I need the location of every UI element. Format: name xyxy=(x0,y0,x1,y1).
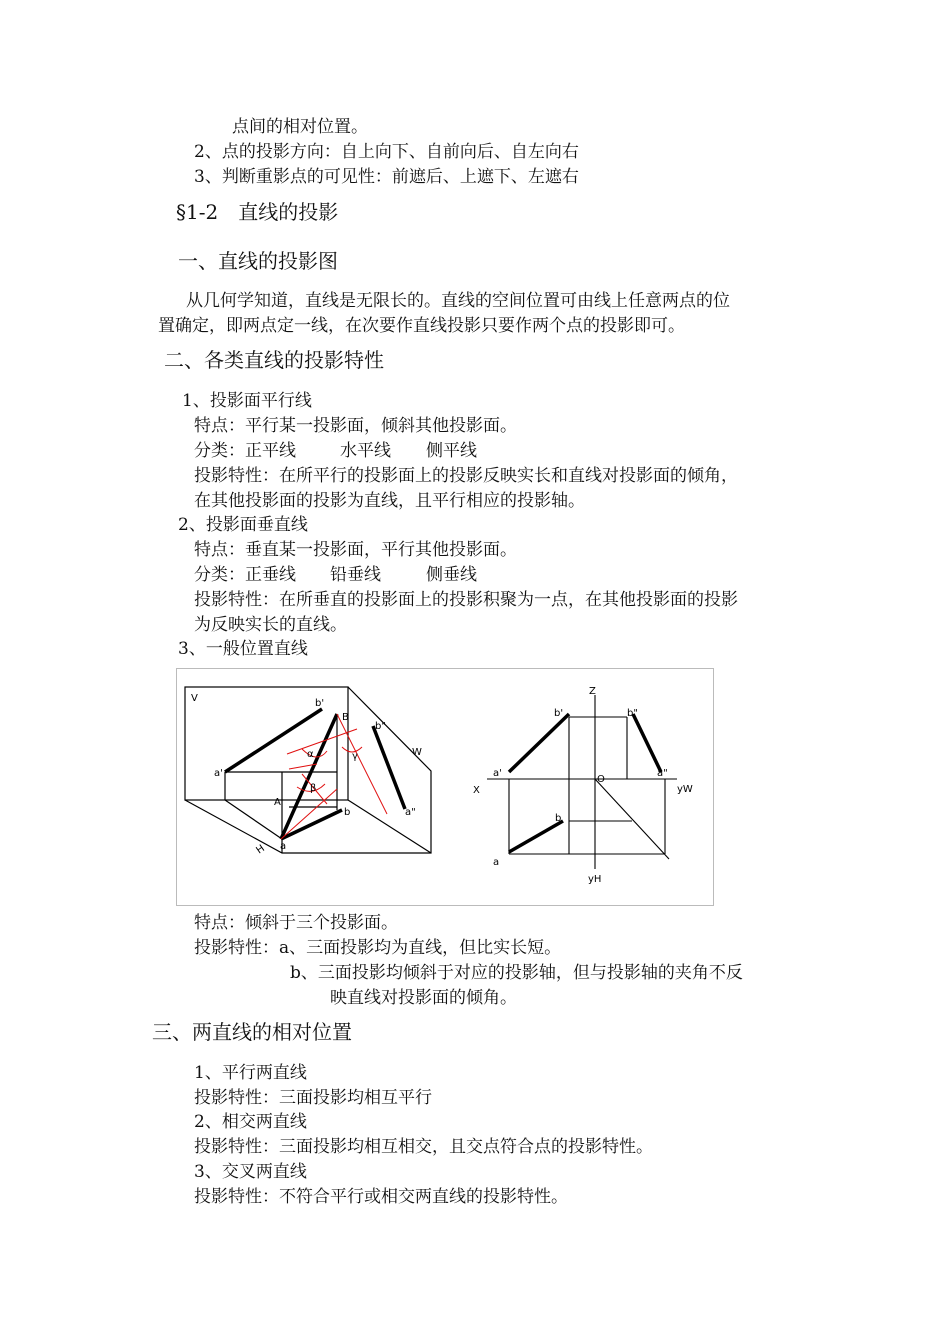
sub1-property-line-2: 在其他投影面的投影为直线，且平行相应的投影轴。 xyxy=(194,491,585,511)
side-view-line xyxy=(633,714,661,772)
sub2-property-line-1: 投影特性：在所垂直的投影面上的投影积聚为一点，在其他投影面的投影 xyxy=(194,590,738,610)
label-ortho-a-dprime: a" xyxy=(657,768,668,779)
label-O: O xyxy=(597,774,605,785)
label-W: W xyxy=(412,747,422,758)
label-V: V xyxy=(191,693,198,704)
sub2-class-1: 分类：正垂线 xyxy=(194,565,296,585)
sub2-class-2: 铅垂线 xyxy=(330,565,381,585)
red-construction xyxy=(281,714,387,839)
label-B: B xyxy=(342,712,349,723)
label-ortho-a-prime: a' xyxy=(493,768,502,779)
intro-line-3: 3、判断重影点的可见性：前遮后、上遮下、左遮右 xyxy=(194,167,579,187)
label-alpha: α xyxy=(307,749,314,760)
label-b-prime: b' xyxy=(315,698,325,709)
part3-line-3: 2、相交两直线 xyxy=(194,1112,307,1132)
sub3-feature: 特点：倾斜于三个投影面。 xyxy=(194,913,398,933)
label-beta: β xyxy=(310,783,317,794)
top-view-line xyxy=(509,821,563,852)
label-ortho-b: b xyxy=(555,813,562,824)
label-ortho-b-dprime: b" xyxy=(627,708,638,719)
sub3-property-a: 投影特性：a、三面投影均为直线，但比实长短。 xyxy=(194,938,562,958)
sub3-property-b-line-2: 映直线对投影面的倾角。 xyxy=(330,988,517,1008)
intro-line-1: 点间的相对位置。 xyxy=(232,117,368,137)
part3-title: 三、两直线的相对位置 xyxy=(152,1020,352,1044)
general-line-projection-figure xyxy=(176,668,714,906)
orthographic-projections xyxy=(509,714,661,852)
label-X: X xyxy=(473,785,480,796)
label-ortho-a: a xyxy=(493,857,500,868)
label-yW: yW xyxy=(677,784,693,795)
label-a-dprime: a" xyxy=(405,807,416,818)
sub2-feature: 特点：垂直某一投影面，平行其他投影面。 xyxy=(194,540,517,560)
label-a: a xyxy=(280,841,287,852)
projection-diagram xyxy=(177,669,715,907)
yh-45-line xyxy=(595,779,669,859)
label-a-prime: a' xyxy=(214,768,223,779)
sub1-feature: 特点：平行某一投影面，倾斜其他投影面。 xyxy=(194,416,517,436)
intro-line-2: 2、点的投影方向：自上向下、自前向后、自左向右 xyxy=(194,142,579,162)
sub1-property-line-1: 投影特性：在所平行的投影面上的投影反映实长和直线对投影面的倾角， xyxy=(194,466,738,486)
orthographic-axes xyxy=(487,695,677,869)
sub1-class-2: 水平线 xyxy=(340,441,391,461)
sub2-class-3: 侧垂线 xyxy=(426,565,477,585)
label-yH: yH xyxy=(588,874,602,885)
sub1-class-1: 分类：正平线 xyxy=(194,441,296,461)
part3-line-1: 1、平行两直线 xyxy=(194,1063,307,1083)
part1-title: 一、直线的投影图 xyxy=(178,249,338,273)
part3-line-6: 投影特性：不符合平行或相交两直线的投影特性。 xyxy=(194,1187,568,1207)
sub1-class-3: 侧平线 xyxy=(426,441,477,461)
label-b: b xyxy=(344,807,351,818)
label-A: A xyxy=(274,797,281,808)
label-gamma: γ xyxy=(352,751,358,762)
label-H: H xyxy=(254,843,267,857)
space-line-ab xyxy=(281,714,337,839)
part3-line-5: 3、交叉两直线 xyxy=(194,1162,307,1182)
section-title: §1-2 直线的投影 xyxy=(176,200,339,224)
part3-line-2: 投影特性：三面投影均相互平行 xyxy=(194,1088,432,1108)
label-ortho-b-prime: b' xyxy=(554,708,564,719)
sub2-property-line-2: 为反映实长的直线。 xyxy=(194,615,347,635)
label-Z: Z xyxy=(589,686,596,697)
part1-paragraph-line-2: 置确定，即两点定一线，在次要作直线投影只要作两个点的投影即可。 xyxy=(158,316,685,336)
part2-title: 二、各类直线的投影特性 xyxy=(164,348,384,372)
sub3-property-b-line-1: b、三面投影均倾斜于对应的投影轴，但与投影轴的夹角不反 xyxy=(290,963,743,983)
front-view-line xyxy=(509,714,569,772)
sub2-heading: 2、投影面垂直线 xyxy=(178,515,308,535)
sub3-heading: 3、一般位置直线 xyxy=(178,639,308,659)
part3-line-4: 投影特性：三面投影均相互相交，且交点符合点的投影特性。 xyxy=(194,1137,653,1157)
sub1-heading: 1、投影面平行线 xyxy=(182,391,312,411)
label-b-dprime: b" xyxy=(375,721,386,732)
part1-paragraph-line-1: 从几何学知道，直线是无限长的。直线的空间位置可由线上任意两点的位 xyxy=(186,291,730,311)
v-projection-line xyxy=(225,709,322,772)
